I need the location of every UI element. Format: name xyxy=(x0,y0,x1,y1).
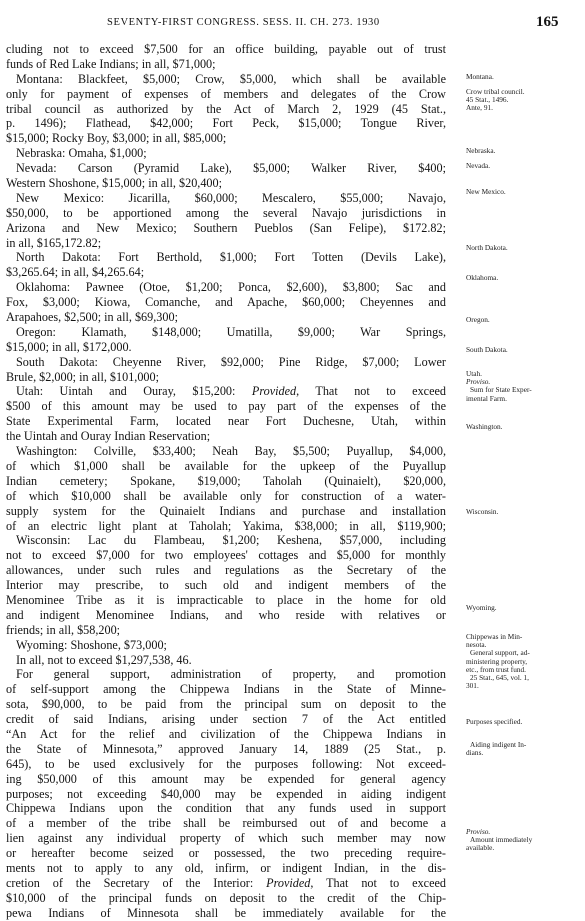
note-line: ministering property, xyxy=(466,656,528,666)
text-line: supply system for the Quinaielt Indians and purchase and installation xyxy=(6,503,446,518)
text-line: only for payment of expenses of members and delegates of the Crow xyxy=(6,86,446,101)
note-line: Sum for State Exper- xyxy=(470,385,532,395)
text-line: credit of said Indians, arising under section 7 of the Act entitled xyxy=(6,712,446,727)
text-line: In all, not to exceed $1,297,538, 46. xyxy=(16,652,192,667)
note-new-mexico xyxy=(466,188,581,196)
note-line: Crow tribal council. xyxy=(466,87,525,96)
text-line: Interior may prescribe, to such old and indigent members of the xyxy=(6,578,446,593)
text-line: p. 1496); Flathead, $42,000; Fort Peck, $15,000; Tongue River, xyxy=(6,116,446,131)
note-line: Utah. xyxy=(466,369,483,378)
text-line: $10,000 of the principal funds on deposit to the credit of the Chip- xyxy=(6,890,446,905)
text-line: and indigent Menominee Indians, and who reside with relatives or xyxy=(6,607,446,622)
text-line: pewa Indians of Minnesota shall be immediately available for the xyxy=(6,905,446,920)
text-line: Oregon: Klamath, $148,000; Umatilla, $9,000; War Springs, xyxy=(16,324,446,339)
text-line: Wyoming: Shoshone, $73,000; xyxy=(16,637,167,652)
text-line: tribal council as authorized by the Act of March 2, 1929 (45 Stat., xyxy=(6,101,446,116)
text-line: New Mexico: Jicarilla, $60,000; Mescalero, $55,000; Navajo, xyxy=(16,190,446,205)
text-line: allowances, under such rules and regulations as the Secretary of the xyxy=(6,563,446,578)
text-line: of an electric light plant at Taholah; Yakima, $38,000; in all, $119,900; xyxy=(6,518,446,533)
note-line: Washington. xyxy=(466,422,503,431)
text-line: Nebraska: Omaha, $1,000; xyxy=(16,146,147,161)
text-line: $500 of this amount may be used to pay part of the expenses of the xyxy=(6,399,446,414)
text-line: 645), to be used exclusively for the purposes following: Not exceed- xyxy=(6,756,446,771)
note-line: Oklahoma. xyxy=(466,273,499,282)
text-line: the State of Minnesota,” approved January 14, 1889 (25 Stat., p. xyxy=(6,741,446,756)
text-line: North Dakota: Fort Berthold, $1,000; Fort Totten (Devils Lake), xyxy=(16,250,446,265)
text-line: Montana: Blackfeet, $5,000; Crow, $5,000, which shall be available xyxy=(16,71,446,86)
text-line: Western Shoshone, $15,000; in all, $20,400; xyxy=(6,176,223,191)
text-line: ments not to apply to any old, infirm, or indigent Indian, in the dis- xyxy=(6,860,446,875)
text-line: of which $1,000 shall be available for the upkeep of the Puyallup xyxy=(6,458,446,473)
text-line: or hereafter become seized or possessed, the two preceding require- xyxy=(6,846,446,861)
note-line: Nebraska. xyxy=(466,146,496,155)
note-line: South Dakota. xyxy=(466,345,508,354)
note-wisconsin xyxy=(466,508,581,516)
note-aiding xyxy=(466,741,581,757)
note-montana xyxy=(466,73,581,81)
text-line: $50,000, to be apportioned among the several Navajo jurisdictions in xyxy=(6,205,446,220)
text-line: For general support, administration of property, and promotion xyxy=(16,667,446,682)
text-line: friends; in all, $58,200; xyxy=(6,622,121,637)
text-line: Indian cemetery; Spokane, $19,000; Taholah (Quinaielt), $20,000, xyxy=(6,473,446,488)
text-line: South Dakota: Cheyenne River, $92,000; Pine Ridge, $7,000; Lower xyxy=(16,354,446,369)
note-line: Purposes specified. xyxy=(466,717,523,726)
text-line: purposes; not exceeding $40,000 may be expended in aiding indigent xyxy=(6,786,446,801)
note-crow-council xyxy=(466,88,581,113)
note-line: nesota. xyxy=(466,640,487,650)
note-north-dakota xyxy=(466,244,581,252)
text-line: Nevada: Carson (Pyramid Lake), $5,000; Walker River, $400; xyxy=(16,161,446,176)
text-line: Chippewa Indians upon the condition that any funds used in support xyxy=(6,801,446,816)
note-oklahoma xyxy=(466,274,581,282)
text-line: ing $50,000 of this amount may be expended for general agency xyxy=(6,771,446,786)
note-nebraska xyxy=(466,147,581,155)
note-line: Aiding indigent In- xyxy=(470,740,527,749)
text-line: Brule, $2,000; in all, $101,000; xyxy=(6,369,160,384)
text-line: cretion of the Secretary of the Interior: Provided, That not to exceed xyxy=(6,875,446,890)
text-line: “An Act for the relief and civilization of the Chippewa Indians in xyxy=(6,726,446,741)
note-line: dians. xyxy=(466,748,484,758)
text-line: sota, $90,000, to be paid from the principal sum on deposit to the xyxy=(6,697,446,712)
text-line: State Experimental Farm, located near Fort Duchesne, Utah, within xyxy=(6,414,446,429)
note-utah xyxy=(466,370,581,403)
text-line: funds of Red Lake Indians; in all, $71,000; xyxy=(6,56,216,71)
running-head: SEVENTY-FIRST CONGRESS. SESS. II. CH. 273. 1930 xyxy=(107,17,380,28)
text-line: Fox, $3,000; Kiowa, Comanche, and Apache, $60,000; Cheyennes and xyxy=(6,295,446,310)
note-proviso xyxy=(466,828,581,853)
text-line: the Uintah and Ouray Indian Reservation; xyxy=(6,429,211,444)
text-line: $3,265.64; in all, $4,265.64; xyxy=(6,265,145,280)
note-line: Montana. xyxy=(466,72,494,81)
text-line: cluding not to exceed $7,500 for an office building, payable out of trust xyxy=(6,42,446,56)
note-oregon xyxy=(466,316,581,324)
note-line: Proviso. xyxy=(466,377,491,387)
note-purposes xyxy=(466,718,581,726)
note-washington xyxy=(466,423,581,431)
note-line: 45 Stat., 1496. xyxy=(466,95,509,105)
note-line: Chippewas in Min- xyxy=(466,632,523,641)
text-line: of self-support among the Chippewa Indians in the State of Minne- xyxy=(6,682,446,697)
note-line: etc., from trust fund. xyxy=(466,664,526,674)
page-number: 165 xyxy=(536,14,559,30)
note-line: available. xyxy=(466,843,495,853)
note-line: Ante, 91. xyxy=(466,103,493,113)
text-line: Menominee Tribe as it is impracticable to place in the home for old xyxy=(6,592,446,607)
note-wyoming xyxy=(466,604,581,612)
text-line: in all, $165,172.82; xyxy=(6,235,102,250)
text-line: Oklahoma: Pawnee (Otoe, $1,200; Ponca, $2,600), $3,800; Sac and xyxy=(16,280,446,295)
text-line: Arizona and New Mexico; Southern Pueblos (San Felipe), $172.82; xyxy=(6,220,446,235)
text-line: $15,000; in all, $172,000. xyxy=(6,339,132,354)
note-line: 301. xyxy=(466,681,479,691)
note-line: Oregon. xyxy=(466,315,490,324)
note-line: New Mexico. xyxy=(466,187,506,196)
note-line: General support, ad- xyxy=(470,648,530,658)
note-line: imental Farm. xyxy=(466,393,507,403)
text-line: Wisconsin: Lac du Flambeau, $1,200; Keshena, $57,000, including xyxy=(16,533,446,548)
note-line: Wisconsin. xyxy=(466,507,499,516)
note-line: Proviso. xyxy=(466,827,491,836)
note-chippewas xyxy=(466,633,581,690)
text-line: of which $10,000 shall be available only for construction of a water- xyxy=(6,488,446,503)
note-south-dakota xyxy=(466,346,581,354)
text-line: Utah: Uintah and Ouray, $15,200: Provided, That not to exceed xyxy=(16,384,446,399)
text-line: Washington: Colville, $33,400; Neah Bay, $5,500; Puyallup, $4,000, xyxy=(16,444,446,459)
note-nevada xyxy=(466,162,581,170)
note-line: Nevada. xyxy=(466,161,491,170)
text-line: lien against any individual property of which such member may now xyxy=(6,831,446,846)
text-line: not to exceed $7,000 for two employees' cottages and $5,000 for monthly xyxy=(6,548,446,563)
text-line: of a member of the tribe shall be reimbursed out of and become a xyxy=(6,816,446,831)
note-line: Wyoming. xyxy=(466,603,497,612)
note-line: 25 Stat., 645, vol. 1, xyxy=(470,673,529,683)
text-line: Arapahoes, $2,500; in all, $69,300; xyxy=(6,310,178,325)
text-line: $15,000; Rocky Boy, $3,000; in all, $85,000; xyxy=(6,131,227,146)
note-line: Amount immediately xyxy=(470,835,533,845)
note-line: North Dakota. xyxy=(466,243,508,252)
